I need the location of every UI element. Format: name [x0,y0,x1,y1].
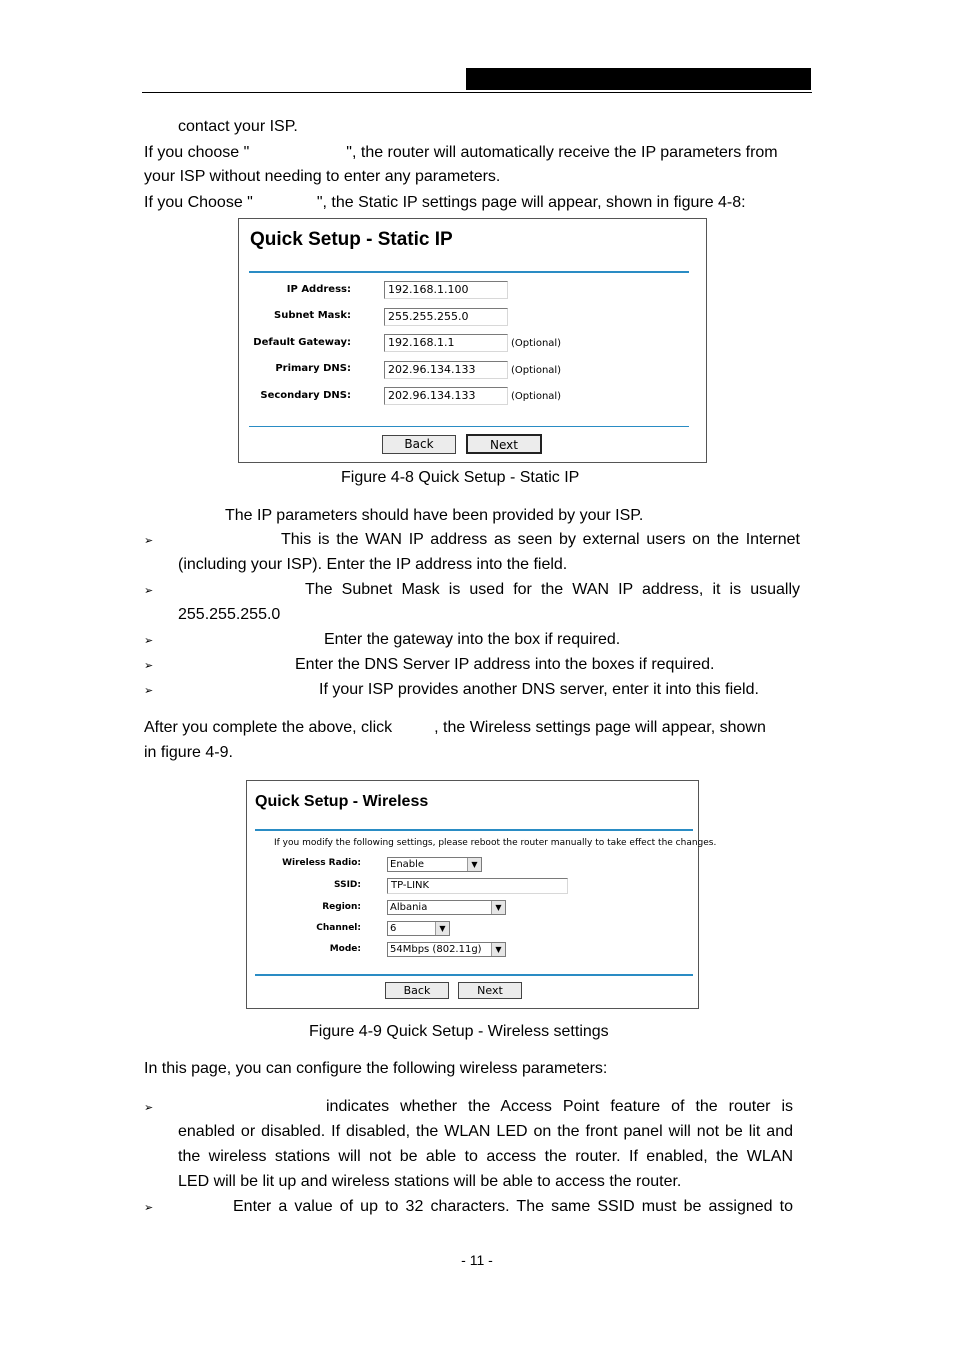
text-ip-address-desc-2: (including your ISP). Enter the IP address into the field. [178,556,568,573]
text-subnet-desc: The Subnet Mask is used for the WAN IP address, it is usually [305,581,800,598]
optional-hint: (Optional) [511,338,562,349]
chevron-down-icon: ▼ [435,922,449,935]
text-span: If you Choose " [144,194,253,211]
text-span: ", the router will automatically receive the IP parameters from [346,144,778,161]
mode-select[interactable] [387,942,506,957]
next-button[interactable]: Next [458,982,522,999]
optional-hint: (Optional) [511,365,562,376]
text-span: After you complete the above, click [144,719,393,736]
reboot-note: If you modify the following settings, please reboot the router manually to take effect the changes. [274,838,717,848]
bullet-arrow-icon: ➢ [144,1202,154,1214]
caption-figure-4-9: Figure 4-9 Quick Setup - Wireless settings [309,1023,609,1040]
mode-value: 54Mbps (802.11g) [390,944,482,955]
secondary-dns-label: Secondary DNS: [260,390,351,401]
text-ip-address-desc: This is the WAN IP address as seen by external users on the Internet [281,531,800,548]
text-wireless-radio-desc-4: LED will be lit up and wireless stations will be able to access the router. [178,1173,682,1190]
header-rule [142,92,812,93]
title-divider [255,829,693,831]
text-span: ", the Static IP settings page will appear, shown in figure 4-8: [316,194,746,211]
chevron-down-icon: ▼ [491,943,505,956]
ip-address-input[interactable]: 192.168.1.100 [384,281,508,299]
bullet-arrow-icon: ➢ [144,585,154,597]
text-ip-params: The IP parameters should have been provided by your ISP. [225,507,644,524]
text-wireless-radio-desc-3: the wireless stations will not be able to access the router. If enabled, the WLAN [178,1148,793,1165]
title-divider [249,271,689,273]
subnet-mask-label: Subnet Mask: [274,310,351,321]
bullet-arrow-icon: ➢ [144,535,154,547]
bullet-arrow-icon: ➢ [144,1102,154,1114]
next-button[interactable]: Next [466,434,542,454]
back-button[interactable]: Back [385,982,449,999]
static-ip-panel [238,218,707,463]
text-span: , the Wireless settings page will appear, shown [434,719,766,736]
text-wireless-radio-desc: indicates whether the Access Point feature of the router is [326,1098,793,1115]
text-secondary-dns-desc: If your ISP provides another DNS server, enter it into this field. [319,681,759,698]
text-wireless-radio-desc-2: enabled or disabled. If disabled, the WLAN LED on the front panel will not be lit and [178,1123,793,1140]
wireless-radio-label: Wireless Radio: [282,858,361,868]
region-select[interactable] [387,900,506,915]
ssid-input[interactable]: TP-LINK [387,878,568,894]
text-if-you-choose [144,141,778,165]
back-button[interactable]: Back [382,435,456,454]
text-ssid-desc: Enter a value of up to 32 characters. The same SSID must be assigned to [233,1198,793,1215]
text-after-complete [144,716,766,740]
channel-select[interactable] [387,921,450,936]
subnet-mask-input[interactable]: 255.255.255.0 [384,308,508,326]
page-number: - 11 - [461,1252,493,1268]
footer-divider [255,974,693,976]
primary-dns-label: Primary DNS: [275,363,351,374]
chevron-down-icon: ▼ [467,858,481,871]
region-label: Region: [322,902,361,912]
wireless-title: Quick Setup - Wireless [255,793,429,810]
text-if-you-choose-static [144,191,746,215]
text-in-this-page: In this page, you can configure the following wireless parameters: [144,1060,608,1077]
default-gateway-label: Default Gateway: [253,337,351,348]
text-span: If you choose " [144,144,250,161]
caption-figure-4-8: Figure 4-8 Quick Setup - Static IP [341,469,580,486]
text-your-isp: your ISP without needing to enter any parameters. [144,168,501,185]
secondary-dns-input[interactable]: 202.96.134.133 [384,387,508,405]
static-ip-title: Quick Setup - Static IP [250,229,453,250]
chevron-down-icon: ▼ [491,901,505,914]
footer-divider [249,426,689,427]
bullet-arrow-icon: ➢ [144,635,154,647]
text-dns-desc: Enter the DNS Server IP address into the boxes if required. [295,656,715,673]
text-gateway-desc: Enter the gateway into the box if required. [324,631,621,648]
default-gateway-input[interactable]: 192.168.1.1 [384,334,508,352]
ip-address-label: IP Address: [286,284,351,295]
optional-hint: (Optional) [511,391,562,402]
bullet-arrow-icon: ➢ [144,660,154,672]
ssid-label: SSID: [334,880,361,890]
region-value: Albania [390,902,428,913]
wireless-radio-value: Enable [390,859,425,870]
header-bar [466,68,811,90]
text-subnet-desc-2: 255.255.255.0 [178,606,281,623]
wireless-panel [246,780,717,1009]
text-in-figure-4-9: in figure 4-9. [144,744,233,761]
channel-label: Channel: [316,923,361,933]
primary-dns-input[interactable]: 202.96.134.133 [384,361,508,379]
channel-value: 6 [390,923,397,934]
wireless-radio-select[interactable] [387,857,482,872]
mode-label: Mode: [329,944,361,954]
text-contact-isp: contact your ISP. [178,118,298,135]
bullet-arrow-icon: ➢ [144,685,154,697]
